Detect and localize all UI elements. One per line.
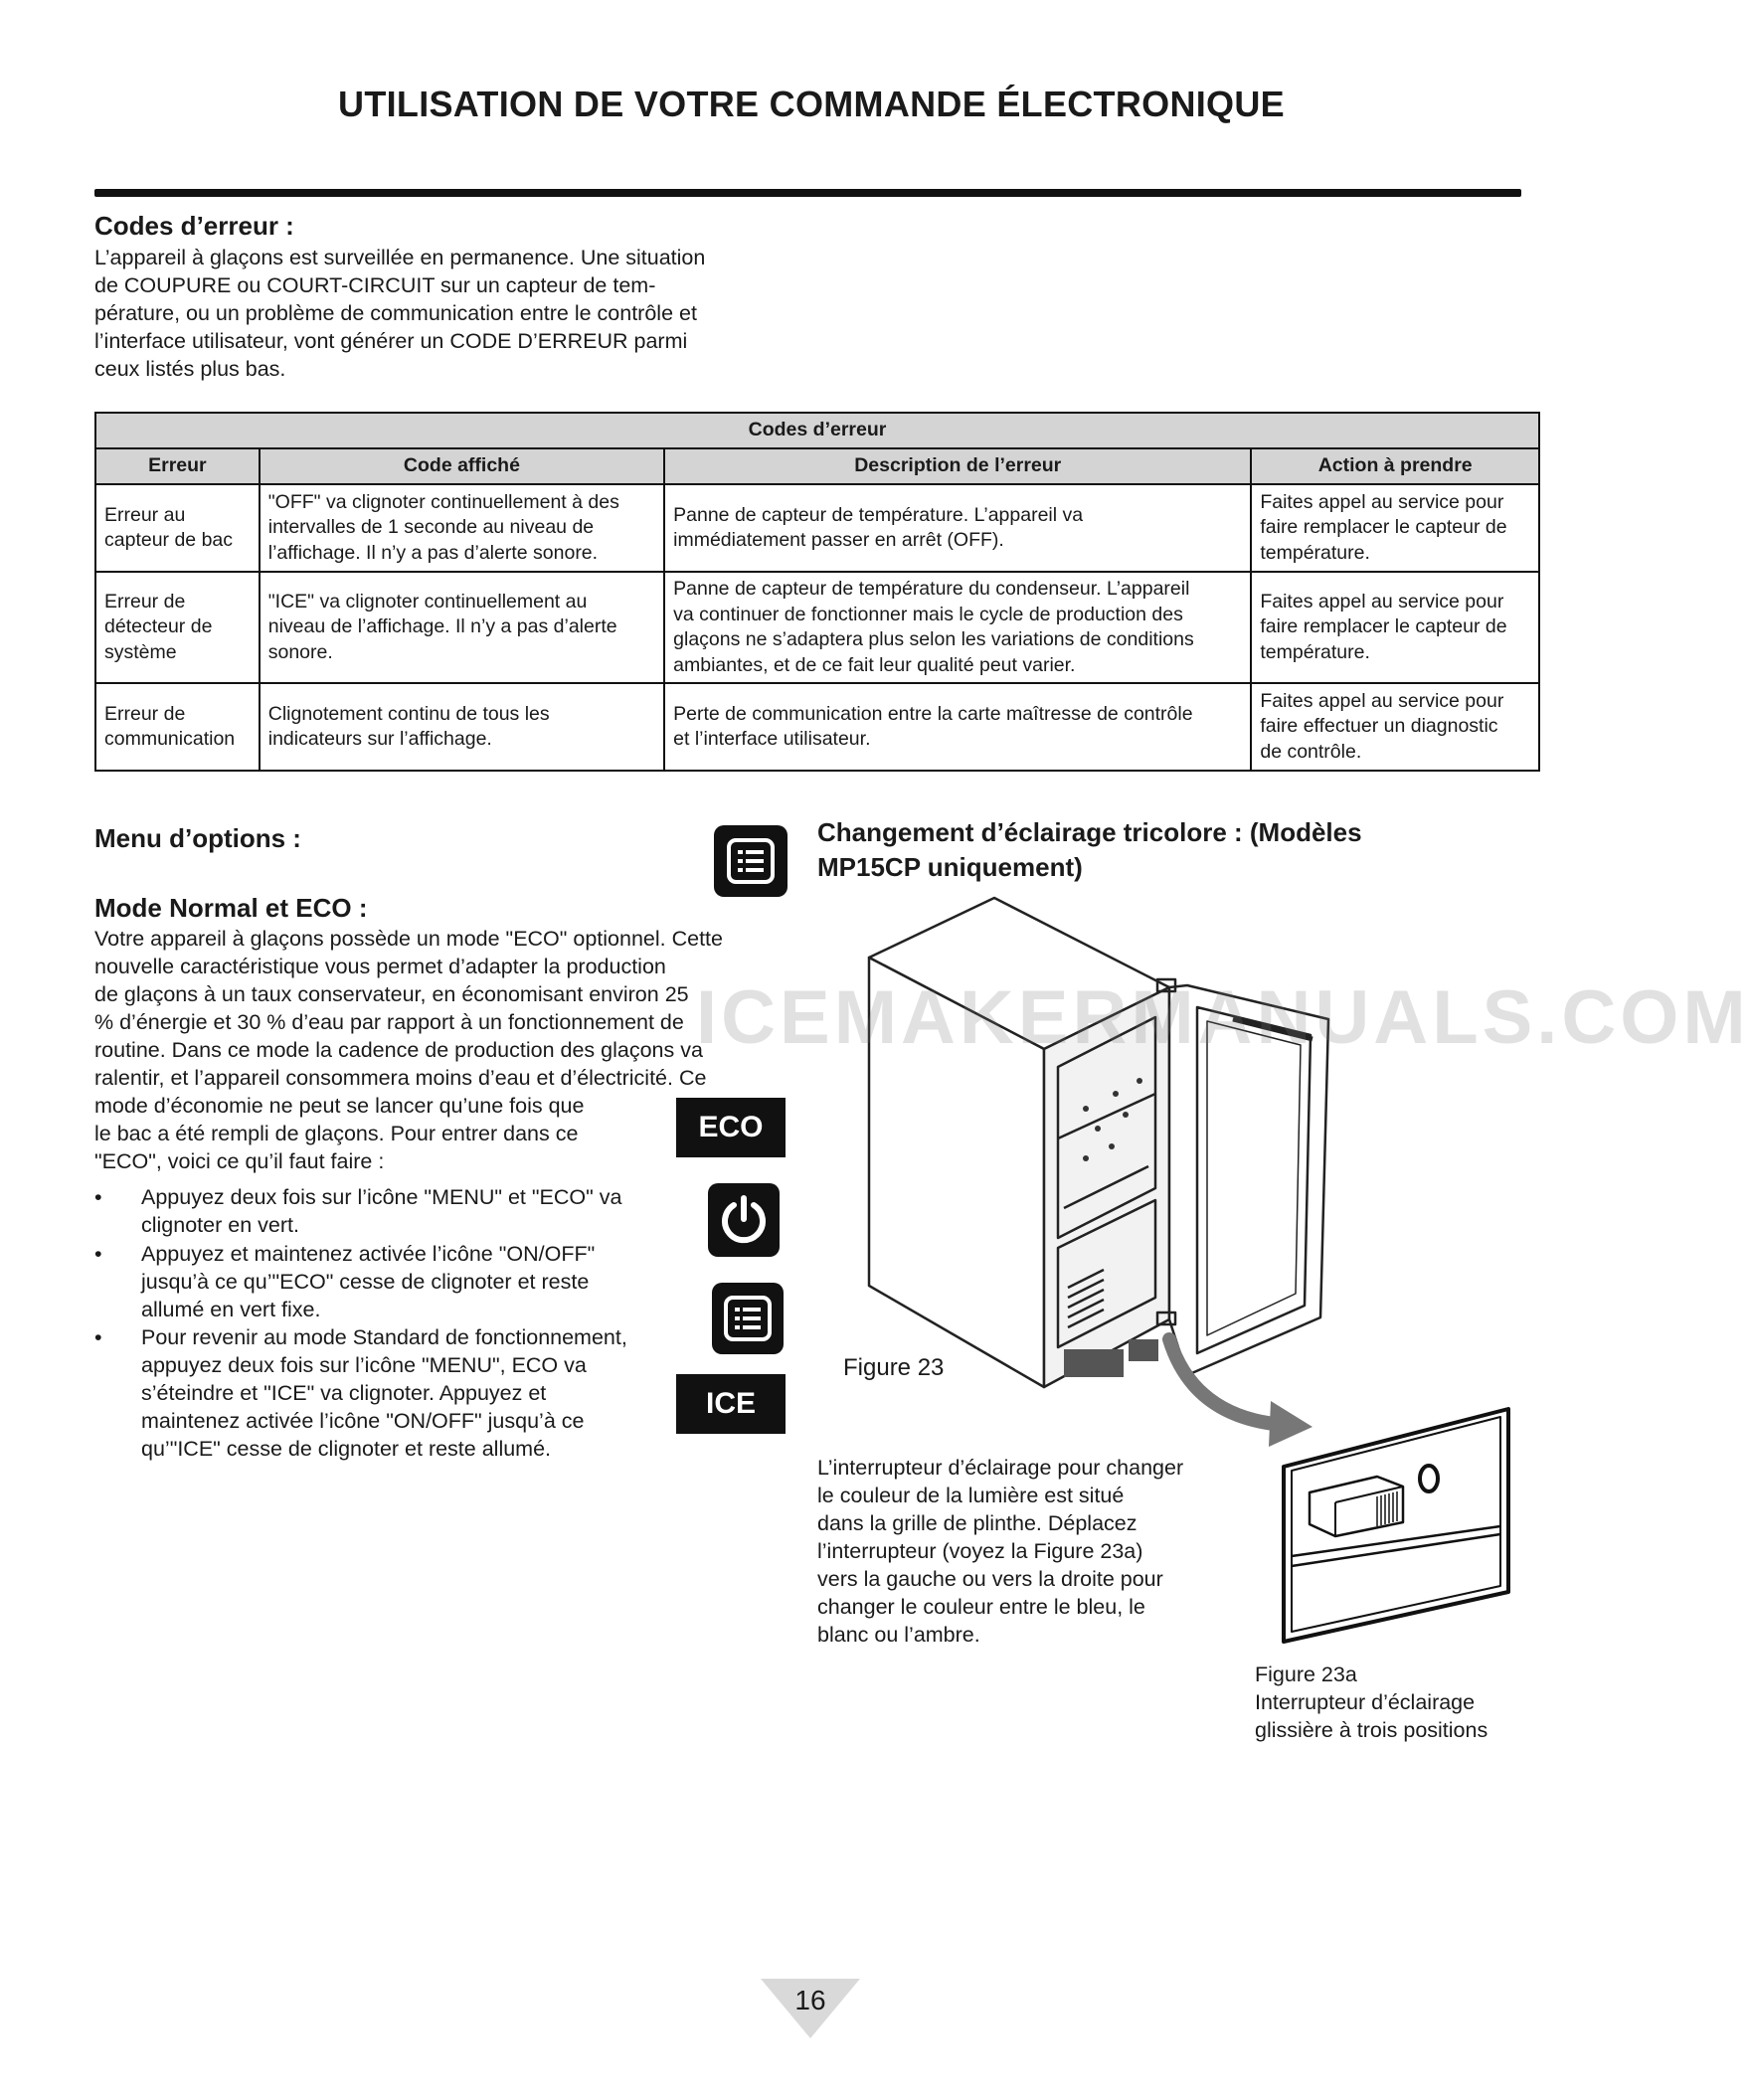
light-switch-figure xyxy=(1278,1407,1516,1646)
menu-options-heading: Menu d’options : xyxy=(94,823,301,853)
description-cell: Panne de capteur de température du condenseur. L’appareil va continuer de fonctionner mais le cycle de production des glaçons ne s’adaptera plus selon les variations de conditions ambiantes, et de ce fait leur qualité peut varier. xyxy=(664,572,1251,683)
figure-23-caption: Figure 23 xyxy=(843,1354,945,1381)
power-icon xyxy=(708,1183,780,1257)
eco-label: ECO xyxy=(676,1098,786,1157)
mode-description: Votre appareil à glaçons possède un mode "ECO" optionnel. Cette nouvelle caractéristique vous permet d’adapter la production de glaçons à un taux conservateur, en économisant environ 25 % d’énergie et 30 % d’eau par rapport à un fonctionnement de routine. Dans ce mode la cadence de production des glaçons va ralentir, et l’appareil consommera moins d’eau et d’électricité. Ce mode d’économie ne peut se lancer qu’une fois que le bac a été rempli de glaçons. Pour entrer dans ce "ECO", voici ce qu’il faut faire : xyxy=(94,927,723,1173)
error-codes-intro: L’appareil à glaçons est surveillée en permanence. Une situation de COUPURE ou COURT-CIRCUIT sur un capteur de tem- pérature, ou un problème de communication entre le contrôle et l’interface utilisateur, vont générer un CODE D’ERREUR parmi ceux listés plus bas. xyxy=(94,246,706,381)
list-item: • Appuyez deux fois sur l’icône "MENU" et "ECO" va clignoter en vert. xyxy=(94,1185,622,1237)
action-cell: Faites appel au service pour faire effectuer un diagnostic de contrôle. xyxy=(1251,683,1539,771)
title-divider xyxy=(94,189,1521,197)
error-cell: Erreur au capteur de bac xyxy=(95,484,260,572)
action-cell: Faites appel au service pour faire remplacer le capteur de température. xyxy=(1251,484,1539,572)
lighting-heading: Changement d’éclairage tricolore : (Modèles MP15CP uniquement) xyxy=(817,817,1362,882)
page-number: 16 xyxy=(761,1979,860,2038)
power-glyph xyxy=(716,1192,772,1248)
column-header: Action à prendre xyxy=(1251,448,1539,484)
table-row xyxy=(95,484,1539,572)
ice-maker-figure xyxy=(855,890,1372,1407)
lighting-description: L’interrupteur d’éclairage pour changer le couleur de la lumière est situé dans la grille de plinthe. Déplacez l’interrupteur (voyez la Figure 23a) vers la gauche ou vers la droite pour changer le couleur entre le bleu, le blanc ou l’ambre. xyxy=(817,1456,1184,1647)
menu-glyph xyxy=(723,1295,773,1342)
page-title: UTILISATION DE VOTRE COMMANDE ÉLECTRONIQUE xyxy=(338,84,1285,124)
table-row xyxy=(95,572,1539,683)
description-cell: Panne de capteur de température. L’appareil va immédiatement passer en arrêt (OFF). xyxy=(664,484,1251,572)
error-cell: Erreur de communication xyxy=(95,683,260,771)
error-codes-heading: Codes d’erreur : xyxy=(94,211,294,241)
error-cell: Erreur de détecteur de système xyxy=(95,572,260,683)
column-header: Erreur xyxy=(95,448,260,484)
code-cell: "ICE" va clignoter continuellement au niveau de l’affichage. Il n’y a pas d’alerte sonore. xyxy=(260,572,664,683)
action-cell: Faites appel au service pour faire remplacer le capteur de température. xyxy=(1251,572,1539,683)
mode-steps xyxy=(94,1183,627,1463)
code-cell: Clignotement continu de tous les indicateurs sur l’affichage. xyxy=(260,683,664,771)
table-caption: Codes d’erreur xyxy=(95,413,1539,448)
menu-glyph xyxy=(726,837,776,885)
list-item: • Pour revenir au mode Standard de fonctionnement, appuyez deux fois sur l’icône "MENU", ECO va s’éteindre et "ICE" va clignoter. Appuyez et maintenez activée l’icône "ON/OFF" jusqu’à ce qu’"ICE" cesse de clignoter et reste allumé. xyxy=(94,1325,627,1461)
table-caption-row xyxy=(95,413,1539,448)
ice-label: ICE xyxy=(676,1374,786,1434)
table-header-row xyxy=(95,448,1539,484)
figure-23a-caption: Figure 23a Interrupteur d’éclairage glissière à trois positions xyxy=(1255,1662,1488,1742)
column-header: Code affiché xyxy=(260,448,664,484)
menu-icon xyxy=(714,825,788,897)
watermark: ICEMAKERMANUALS.COM xyxy=(696,975,1750,1060)
description-cell: Perte de communication entre la carte maîtresse de contrôle et l’interface utilisateur. xyxy=(664,683,1251,771)
error-codes-table xyxy=(94,412,1540,772)
list-item: • Appuyez et maintenez activée l’icône "ON/OFF" jusqu’à ce qu’"ECO" cesse de clignoter et reste allumé en vert fixe. xyxy=(94,1242,596,1321)
mode-heading: Mode Normal et ECO : xyxy=(94,893,368,923)
code-cell: "OFF" va clignoter continuellement à des intervalles de 1 seconde au niveau de l’affichage. Il n’y a pas d’alerte sonore. xyxy=(260,484,664,572)
table-row xyxy=(95,683,1539,771)
menu-icon xyxy=(712,1283,784,1354)
column-header: Description de l’erreur xyxy=(664,448,1251,484)
